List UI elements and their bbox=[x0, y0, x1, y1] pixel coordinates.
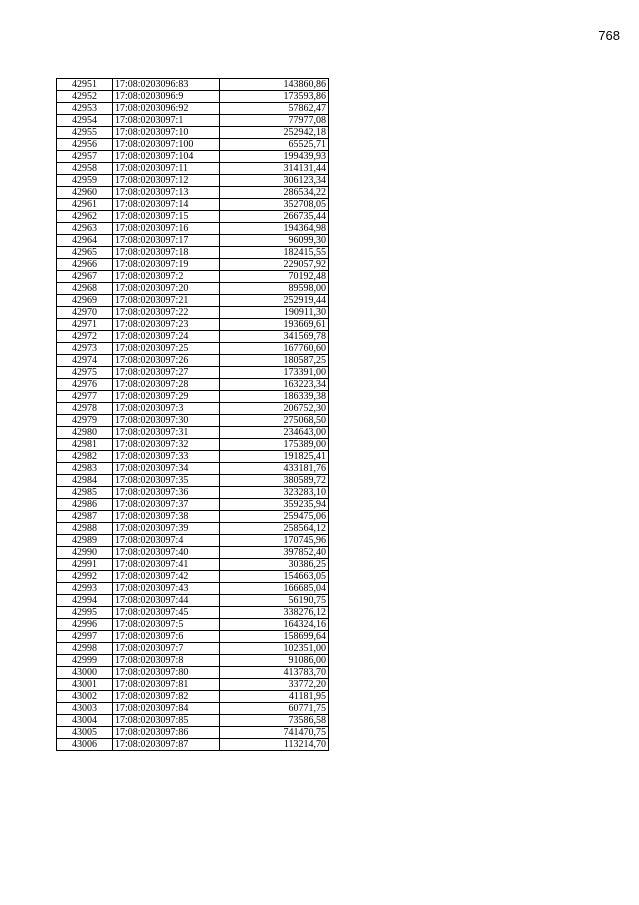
row-number-cell: 42958 bbox=[57, 163, 113, 175]
row-number-cell: 43001 bbox=[57, 679, 113, 691]
table-row bbox=[57, 499, 329, 511]
cadastral-number-cell: 17:08:0203097:42 bbox=[113, 571, 220, 583]
table-row bbox=[57, 379, 329, 391]
table-row bbox=[57, 79, 329, 91]
value-cell: 73586,58 bbox=[220, 715, 329, 727]
row-number-cell: 42969 bbox=[57, 295, 113, 307]
row-number-cell: 43006 bbox=[57, 739, 113, 751]
cadastral-number-cell: 17:08:0203097:29 bbox=[113, 391, 220, 403]
value-cell: 275068,50 bbox=[220, 415, 329, 427]
row-number-cell: 43005 bbox=[57, 727, 113, 739]
row-number-cell: 42962 bbox=[57, 211, 113, 223]
value-cell: 60771,75 bbox=[220, 703, 329, 715]
value-cell: 173391,00 bbox=[220, 367, 329, 379]
value-cell: 359235,94 bbox=[220, 499, 329, 511]
row-number-cell: 42960 bbox=[57, 187, 113, 199]
cadastral-number-cell: 17:08:0203097:14 bbox=[113, 199, 220, 211]
cadastral-number-cell: 17:08:0203097:40 bbox=[113, 547, 220, 559]
cadastral-number-cell: 17:08:0203097:7 bbox=[113, 643, 220, 655]
table-row bbox=[57, 679, 329, 691]
row-number-cell: 42986 bbox=[57, 499, 113, 511]
table-row bbox=[57, 475, 329, 487]
row-number-cell: 42965 bbox=[57, 247, 113, 259]
value-cell: 186339,38 bbox=[220, 391, 329, 403]
table-row bbox=[57, 547, 329, 559]
table-row bbox=[57, 583, 329, 595]
data-table bbox=[56, 78, 329, 751]
value-cell: 175389,00 bbox=[220, 439, 329, 451]
row-number-cell: 42959 bbox=[57, 175, 113, 187]
row-number-cell: 43003 bbox=[57, 703, 113, 715]
table-row bbox=[57, 103, 329, 115]
cadastral-number-cell: 17:08:0203097:11 bbox=[113, 163, 220, 175]
value-cell: 180587,25 bbox=[220, 355, 329, 367]
row-number-cell: 42988 bbox=[57, 523, 113, 535]
value-cell: 229057,92 bbox=[220, 259, 329, 271]
value-cell: 413783,70 bbox=[220, 667, 329, 679]
value-cell: 323283,10 bbox=[220, 487, 329, 499]
table-row bbox=[57, 139, 329, 151]
row-number-cell: 42956 bbox=[57, 139, 113, 151]
row-number-cell: 42970 bbox=[57, 307, 113, 319]
value-cell: 338276,12 bbox=[220, 607, 329, 619]
cadastral-number-cell: 17:08:0203097:38 bbox=[113, 511, 220, 523]
value-cell: 252942,18 bbox=[220, 127, 329, 139]
table-row bbox=[57, 523, 329, 535]
cadastral-number-cell: 17:08:0203097:27 bbox=[113, 367, 220, 379]
value-cell: 259475,06 bbox=[220, 511, 329, 523]
value-cell: 190911,30 bbox=[220, 307, 329, 319]
row-number-cell: 43000 bbox=[57, 667, 113, 679]
row-number-cell: 42995 bbox=[57, 607, 113, 619]
cadastral-number-cell: 17:08:0203097:18 bbox=[113, 247, 220, 259]
cadastral-number-cell: 17:08:0203097:13 bbox=[113, 187, 220, 199]
row-number-cell: 42990 bbox=[57, 547, 113, 559]
cadastral-number-cell: 17:08:0203097:35 bbox=[113, 475, 220, 487]
table-row bbox=[57, 235, 329, 247]
table-row bbox=[57, 463, 329, 475]
value-cell: 96099,30 bbox=[220, 235, 329, 247]
table-row bbox=[57, 691, 329, 703]
row-number-cell: 42996 bbox=[57, 619, 113, 631]
cadastral-number-cell: 17:08:0203096:92 bbox=[113, 103, 220, 115]
value-cell: 182415,55 bbox=[220, 247, 329, 259]
cadastral-number-cell: 17:08:0203097:6 bbox=[113, 631, 220, 643]
value-cell: 102351,00 bbox=[220, 643, 329, 655]
cadastral-number-cell: 17:08:0203097:20 bbox=[113, 283, 220, 295]
value-cell: 234643,00 bbox=[220, 427, 329, 439]
cadastral-number-cell: 17:08:0203097:1 bbox=[113, 115, 220, 127]
cadastral-number-cell: 17:08:0203097:17 bbox=[113, 235, 220, 247]
table-row bbox=[57, 295, 329, 307]
cadastral-number-cell: 17:08:0203097:22 bbox=[113, 307, 220, 319]
row-number-cell: 42999 bbox=[57, 655, 113, 667]
value-cell: 65525,71 bbox=[220, 139, 329, 151]
value-cell: 199439,93 bbox=[220, 151, 329, 163]
cadastral-number-cell: 17:08:0203097:100 bbox=[113, 139, 220, 151]
value-cell: 194364,98 bbox=[220, 223, 329, 235]
row-number-cell: 42973 bbox=[57, 343, 113, 355]
value-cell: 158699,64 bbox=[220, 631, 329, 643]
row-number-cell: 42966 bbox=[57, 259, 113, 271]
value-cell: 193669,61 bbox=[220, 319, 329, 331]
value-cell: 91086,00 bbox=[220, 655, 329, 667]
value-cell: 258564,12 bbox=[220, 523, 329, 535]
table-body bbox=[57, 79, 329, 751]
cadastral-number-cell: 17:08:0203097:37 bbox=[113, 499, 220, 511]
value-cell: 56190,75 bbox=[220, 595, 329, 607]
cadastral-number-cell: 17:08:0203097:33 bbox=[113, 451, 220, 463]
table-row bbox=[57, 715, 329, 727]
value-cell: 33772,20 bbox=[220, 679, 329, 691]
row-number-cell: 42978 bbox=[57, 403, 113, 415]
row-number-cell: 42987 bbox=[57, 511, 113, 523]
value-cell: 397852,40 bbox=[220, 547, 329, 559]
table-row bbox=[57, 367, 329, 379]
cadastral-number-cell: 17:08:0203097:19 bbox=[113, 259, 220, 271]
cadastral-number-cell: 17:08:0203097:30 bbox=[113, 415, 220, 427]
table-row bbox=[57, 247, 329, 259]
row-number-cell: 42984 bbox=[57, 475, 113, 487]
value-cell: 380589,72 bbox=[220, 475, 329, 487]
cadastral-number-cell: 17:08:0203097:8 bbox=[113, 655, 220, 667]
table-row bbox=[57, 427, 329, 439]
row-number-cell: 42979 bbox=[57, 415, 113, 427]
row-number-cell: 42993 bbox=[57, 583, 113, 595]
value-cell: 206752,30 bbox=[220, 403, 329, 415]
cadastral-number-cell: 17:08:0203097:25 bbox=[113, 343, 220, 355]
table-row bbox=[57, 439, 329, 451]
table-row bbox=[57, 223, 329, 235]
cadastral-number-cell: 17:08:0203096:9 bbox=[113, 91, 220, 103]
cadastral-number-cell: 17:08:0203097:84 bbox=[113, 703, 220, 715]
row-number-cell: 43002 bbox=[57, 691, 113, 703]
cadastral-number-cell: 17:08:0203097:82 bbox=[113, 691, 220, 703]
row-number-cell: 42954 bbox=[57, 115, 113, 127]
row-number-cell: 42994 bbox=[57, 595, 113, 607]
row-number-cell: 42964 bbox=[57, 235, 113, 247]
table-row bbox=[57, 187, 329, 199]
cadastral-number-cell: 17:08:0203097:87 bbox=[113, 739, 220, 751]
cadastral-number-cell: 17:08:0203097:4 bbox=[113, 535, 220, 547]
cadastral-number-cell: 17:08:0203097:5 bbox=[113, 619, 220, 631]
table-row bbox=[57, 127, 329, 139]
table-row bbox=[57, 559, 329, 571]
value-cell: 170745,96 bbox=[220, 535, 329, 547]
value-cell: 433181,76 bbox=[220, 463, 329, 475]
row-number-cell: 42985 bbox=[57, 487, 113, 499]
cadastral-number-cell: 17:08:0203097:43 bbox=[113, 583, 220, 595]
table-row bbox=[57, 199, 329, 211]
table-row bbox=[57, 283, 329, 295]
value-cell: 314131,44 bbox=[220, 163, 329, 175]
value-cell: 163223,34 bbox=[220, 379, 329, 391]
row-number-cell: 42963 bbox=[57, 223, 113, 235]
value-cell: 143860,86 bbox=[220, 79, 329, 91]
table-row bbox=[57, 343, 329, 355]
table-row bbox=[57, 703, 329, 715]
cadastral-number-cell: 17:08:0203096:83 bbox=[113, 79, 220, 91]
cadastral-number-cell: 17:08:0203097:41 bbox=[113, 559, 220, 571]
value-cell: 113214,70 bbox=[220, 739, 329, 751]
table-row bbox=[57, 307, 329, 319]
row-number-cell: 42955 bbox=[57, 127, 113, 139]
row-number-cell: 42980 bbox=[57, 427, 113, 439]
value-cell: 286534,22 bbox=[220, 187, 329, 199]
table-row bbox=[57, 319, 329, 331]
row-number-cell: 42981 bbox=[57, 439, 113, 451]
row-number-cell: 43004 bbox=[57, 715, 113, 727]
value-cell: 164324,16 bbox=[220, 619, 329, 631]
row-number-cell: 42989 bbox=[57, 535, 113, 547]
row-number-cell: 42975 bbox=[57, 367, 113, 379]
cadastral-number-cell: 17:08:0203097:85 bbox=[113, 715, 220, 727]
table-row bbox=[57, 271, 329, 283]
cadastral-number-cell: 17:08:0203097:45 bbox=[113, 607, 220, 619]
value-cell: 166685,04 bbox=[220, 583, 329, 595]
table-row bbox=[57, 643, 329, 655]
cadastral-number-cell: 17:08:0203097:104 bbox=[113, 151, 220, 163]
cadastral-number-cell: 17:08:0203097:10 bbox=[113, 127, 220, 139]
row-number-cell: 42967 bbox=[57, 271, 113, 283]
row-number-cell: 42952 bbox=[57, 91, 113, 103]
cadastral-number-cell: 17:08:0203097:81 bbox=[113, 679, 220, 691]
table-row bbox=[57, 667, 329, 679]
table-row bbox=[57, 571, 329, 583]
row-number-cell: 42961 bbox=[57, 199, 113, 211]
value-cell: 70192,48 bbox=[220, 271, 329, 283]
table-row bbox=[57, 211, 329, 223]
table-row bbox=[57, 175, 329, 187]
table-row bbox=[57, 403, 329, 415]
cadastral-number-cell: 17:08:0203097:21 bbox=[113, 295, 220, 307]
row-number-cell: 42951 bbox=[57, 79, 113, 91]
cadastral-number-cell: 17:08:0203097:12 bbox=[113, 175, 220, 187]
row-number-cell: 42968 bbox=[57, 283, 113, 295]
table-row bbox=[57, 487, 329, 499]
cadastral-number-cell: 17:08:0203097:16 bbox=[113, 223, 220, 235]
row-number-cell: 42982 bbox=[57, 451, 113, 463]
value-cell: 57862,47 bbox=[220, 103, 329, 115]
row-number-cell: 42971 bbox=[57, 319, 113, 331]
cadastral-number-cell: 17:08:0203097:34 bbox=[113, 463, 220, 475]
table-row bbox=[57, 739, 329, 751]
row-number-cell: 42957 bbox=[57, 151, 113, 163]
table-row bbox=[57, 607, 329, 619]
value-cell: 191825,41 bbox=[220, 451, 329, 463]
page-number: 768 bbox=[598, 28, 620, 43]
table-row bbox=[57, 535, 329, 547]
cadastral-number-cell: 17:08:0203097:28 bbox=[113, 379, 220, 391]
value-cell: 352708,05 bbox=[220, 199, 329, 211]
value-cell: 154663,05 bbox=[220, 571, 329, 583]
row-number-cell: 42972 bbox=[57, 331, 113, 343]
row-number-cell: 42953 bbox=[57, 103, 113, 115]
value-cell: 77977,08 bbox=[220, 115, 329, 127]
cadastral-number-cell: 17:08:0203097:3 bbox=[113, 403, 220, 415]
row-number-cell: 42976 bbox=[57, 379, 113, 391]
value-cell: 741470,75 bbox=[220, 727, 329, 739]
table-row bbox=[57, 727, 329, 739]
value-cell: 173593,86 bbox=[220, 91, 329, 103]
value-cell: 167760,60 bbox=[220, 343, 329, 355]
cadastral-number-cell: 17:08:0203097:24 bbox=[113, 331, 220, 343]
row-number-cell: 42983 bbox=[57, 463, 113, 475]
table-row bbox=[57, 115, 329, 127]
cadastral-number-cell: 17:08:0203097:23 bbox=[113, 319, 220, 331]
table-row bbox=[57, 451, 329, 463]
table-row bbox=[57, 415, 329, 427]
cadastral-number-cell: 17:08:0203097:32 bbox=[113, 439, 220, 451]
table-row bbox=[57, 655, 329, 667]
cadastral-number-cell: 17:08:0203097:44 bbox=[113, 595, 220, 607]
cadastral-number-cell: 17:08:0203097:36 bbox=[113, 487, 220, 499]
cadastral-number-cell: 17:08:0203097:2 bbox=[113, 271, 220, 283]
value-cell: 266735,44 bbox=[220, 211, 329, 223]
table-row bbox=[57, 595, 329, 607]
cadastral-number-cell: 17:08:0203097:26 bbox=[113, 355, 220, 367]
row-number-cell: 42977 bbox=[57, 391, 113, 403]
table-row bbox=[57, 151, 329, 163]
value-cell: 306123,34 bbox=[220, 175, 329, 187]
value-cell: 30386,25 bbox=[220, 559, 329, 571]
table-row bbox=[57, 619, 329, 631]
row-number-cell: 42992 bbox=[57, 571, 113, 583]
cadastral-number-cell: 17:08:0203097:31 bbox=[113, 427, 220, 439]
table-row bbox=[57, 391, 329, 403]
table-row bbox=[57, 355, 329, 367]
cadastral-number-cell: 17:08:0203097:39 bbox=[113, 523, 220, 535]
value-cell: 89598,00 bbox=[220, 283, 329, 295]
cadastral-number-cell: 17:08:0203097:86 bbox=[113, 727, 220, 739]
value-cell: 252919,44 bbox=[220, 295, 329, 307]
cadastral-number-cell: 17:08:0203097:15 bbox=[113, 211, 220, 223]
row-number-cell: 42991 bbox=[57, 559, 113, 571]
cadastral-number-cell: 17:08:0203097:80 bbox=[113, 667, 220, 679]
value-cell: 341569,78 bbox=[220, 331, 329, 343]
table-row bbox=[57, 631, 329, 643]
table-row bbox=[57, 331, 329, 343]
row-number-cell: 42974 bbox=[57, 355, 113, 367]
value-cell: 41181,95 bbox=[220, 691, 329, 703]
table-row bbox=[57, 91, 329, 103]
table-row bbox=[57, 259, 329, 271]
row-number-cell: 42998 bbox=[57, 643, 113, 655]
table-row bbox=[57, 511, 329, 523]
row-number-cell: 42997 bbox=[57, 631, 113, 643]
table-row bbox=[57, 163, 329, 175]
